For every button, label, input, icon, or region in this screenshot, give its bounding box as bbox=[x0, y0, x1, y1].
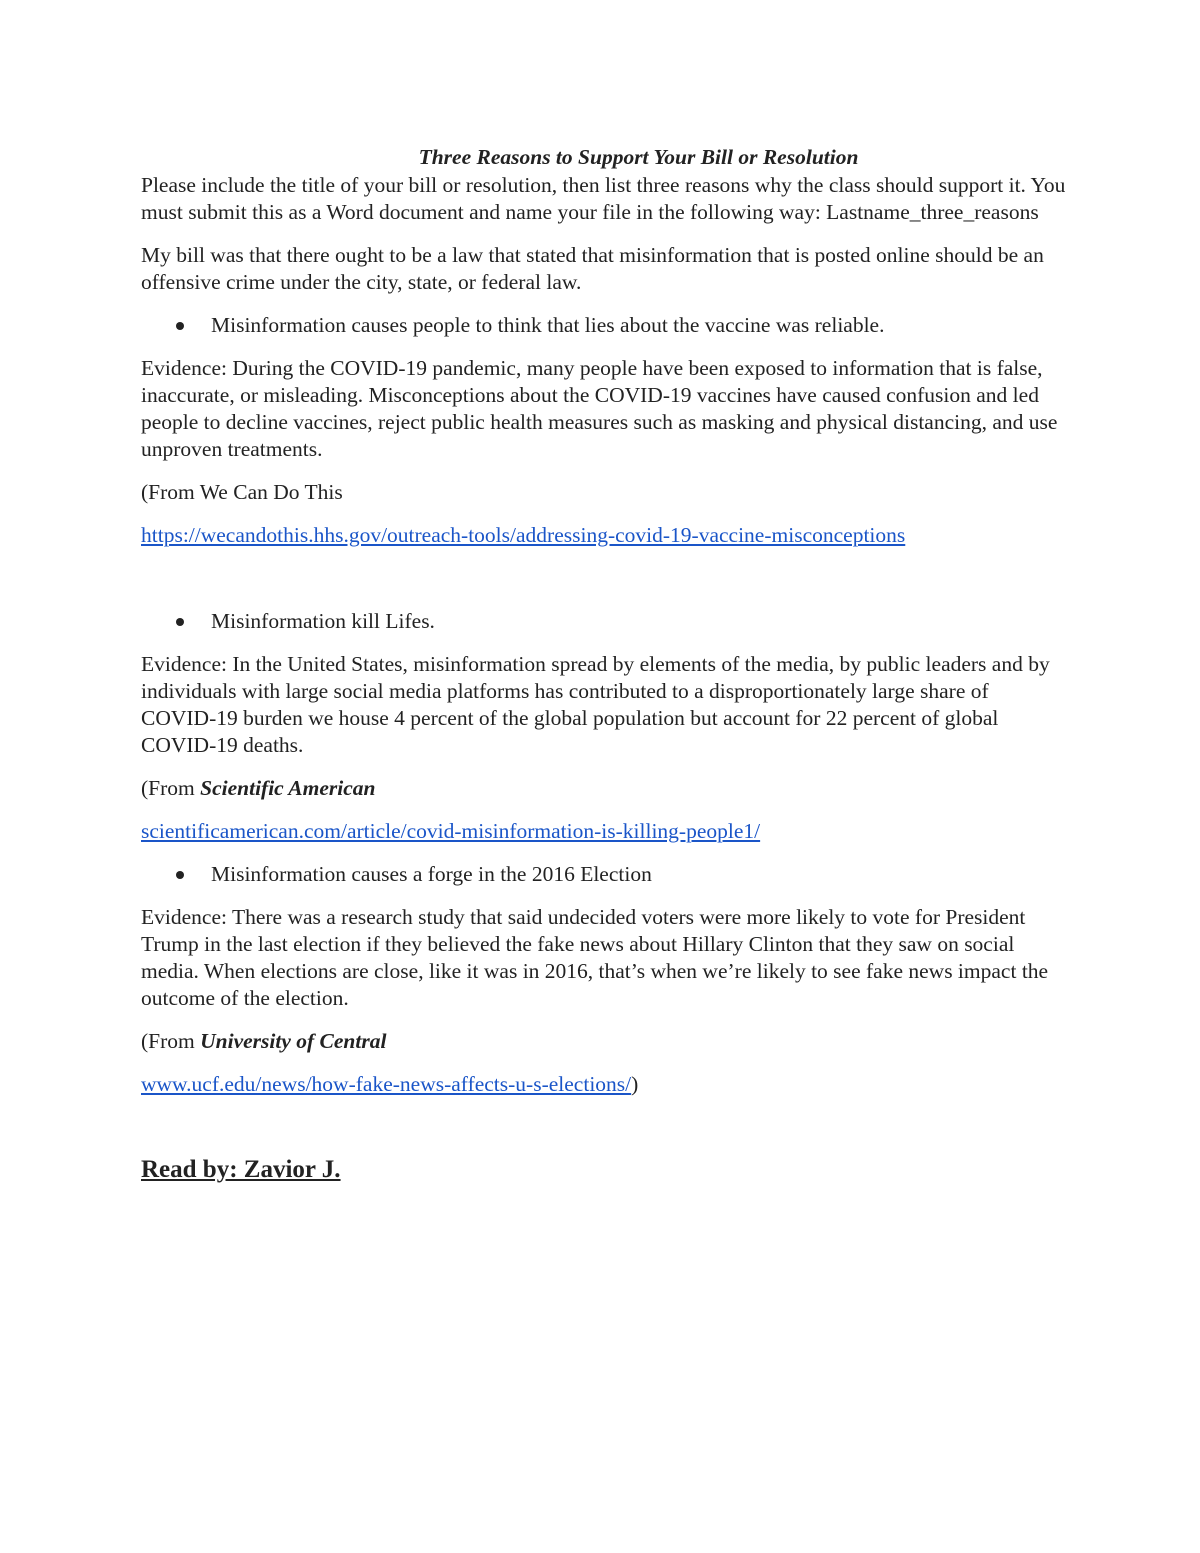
source-prefix-1: (From We Can Do This bbox=[141, 480, 343, 504]
source-prefix-3: (From bbox=[141, 1029, 201, 1053]
source-link-2[interactable]: scientificamerican.com/article/covid-misinformation-is-killing-people1/ bbox=[141, 819, 761, 843]
source-link-3[interactable]: www.ucf.edu/news/how-fake-news-affects-u-s-elections/ bbox=[141, 1072, 632, 1096]
source-prefix-2: (From bbox=[141, 776, 201, 800]
document-body bbox=[141, 144, 1066, 1183]
signature-line: Read by: Zavior J. bbox=[141, 1156, 341, 1183]
evidence-paragraph-1: Evidence: During the COVID-19 pandemic, many people have been exposed to information that is false, inaccurate, or misleading. Misconceptions about the COVID-19 vaccines have caused confusion and led people to decline vaccines, reject public health measures such as masking and physical distancing, and use unproven treatments. bbox=[141, 356, 1058, 461]
source-name-2: Scientific American bbox=[200, 776, 376, 800]
bullet-dot-icon bbox=[176, 871, 184, 879]
evidence-paragraph-3: Evidence: There was a research study that said undecided voters were more likely to vote for President Trump in the last election if they believed the fake news about Hillary Clinton that they saw on social media. When elections are close, like it was in 2016, that’s when we’re likely to see fake news impact the outcome of the election. bbox=[141, 905, 1049, 1010]
bullet-dot-icon bbox=[176, 322, 184, 330]
reason-text-1: Misinformation causes people to think that lies about the vaccine was reliable. bbox=[211, 313, 885, 337]
spacer bbox=[141, 565, 1066, 608]
link-suffix-3: ) bbox=[631, 1072, 639, 1096]
source-link-1[interactable]: https://wecandothis.hhs.gov/outreach-tools/addressing-covid-19-vaccine-misconceptions bbox=[141, 523, 906, 547]
source-line-1 bbox=[141, 479, 1066, 506]
reason-bullet-1 bbox=[141, 312, 1066, 339]
spacer bbox=[141, 1114, 1066, 1156]
source-name-3: University of Central bbox=[200, 1029, 387, 1053]
bullet-dot-icon bbox=[176, 618, 184, 626]
bill-intro-paragraph: My bill was that there ought to be a law that stated that misinformation that is posted online should be an offensive crime under the city, state, or federal law. bbox=[141, 243, 1044, 294]
instructions-paragraph: Please include the title of your bill or resolution, then list three reasons why the class should support it. You must submit this as a Word document and name your file in the following way: Lastname_three_reasons bbox=[141, 173, 1066, 224]
link-line-1 bbox=[141, 522, 1066, 549]
reason-text-2: Misinformation kill Lifes. bbox=[211, 609, 435, 633]
reason-text-3: Misinformation causes a forge in the 2016 Election bbox=[211, 862, 652, 886]
source-line-3 bbox=[141, 1028, 1066, 1055]
link-line-2 bbox=[141, 818, 1066, 845]
document-title: Three Reasons to Support Your Bill or Resolution bbox=[418, 145, 859, 169]
reason-bullet-2 bbox=[141, 608, 1066, 635]
evidence-paragraph-2: Evidence: In the United States, misinformation spread by elements of the media, by public leaders and by individuals with large social media platforms has contributed to a disproportionately large share of COVID-19 burden we house 4 percent of the global population but account for 22 percent of global COVID-19 deaths. bbox=[141, 652, 1050, 757]
link-line-3 bbox=[141, 1071, 1066, 1098]
reason-bullet-3 bbox=[141, 861, 1066, 888]
source-line-2 bbox=[141, 775, 1066, 802]
